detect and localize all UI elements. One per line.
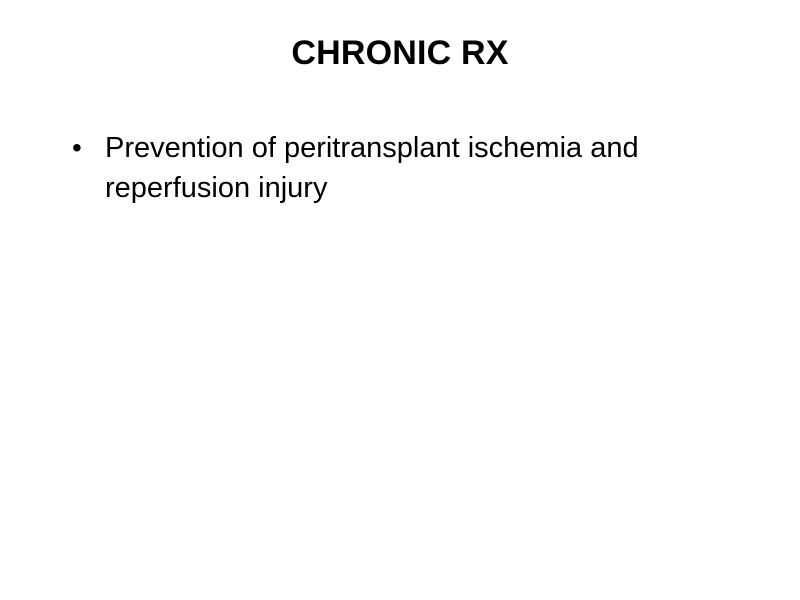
bullet-text: Prevention of peritransplant ischemia and reperfusion injury	[105, 132, 639, 204]
bullet-item	[72, 128, 732, 208]
bullet-marker: •	[72, 132, 82, 163]
bullet-list	[72, 128, 732, 208]
slide-title: CHRONIC RX	[291, 34, 509, 72]
